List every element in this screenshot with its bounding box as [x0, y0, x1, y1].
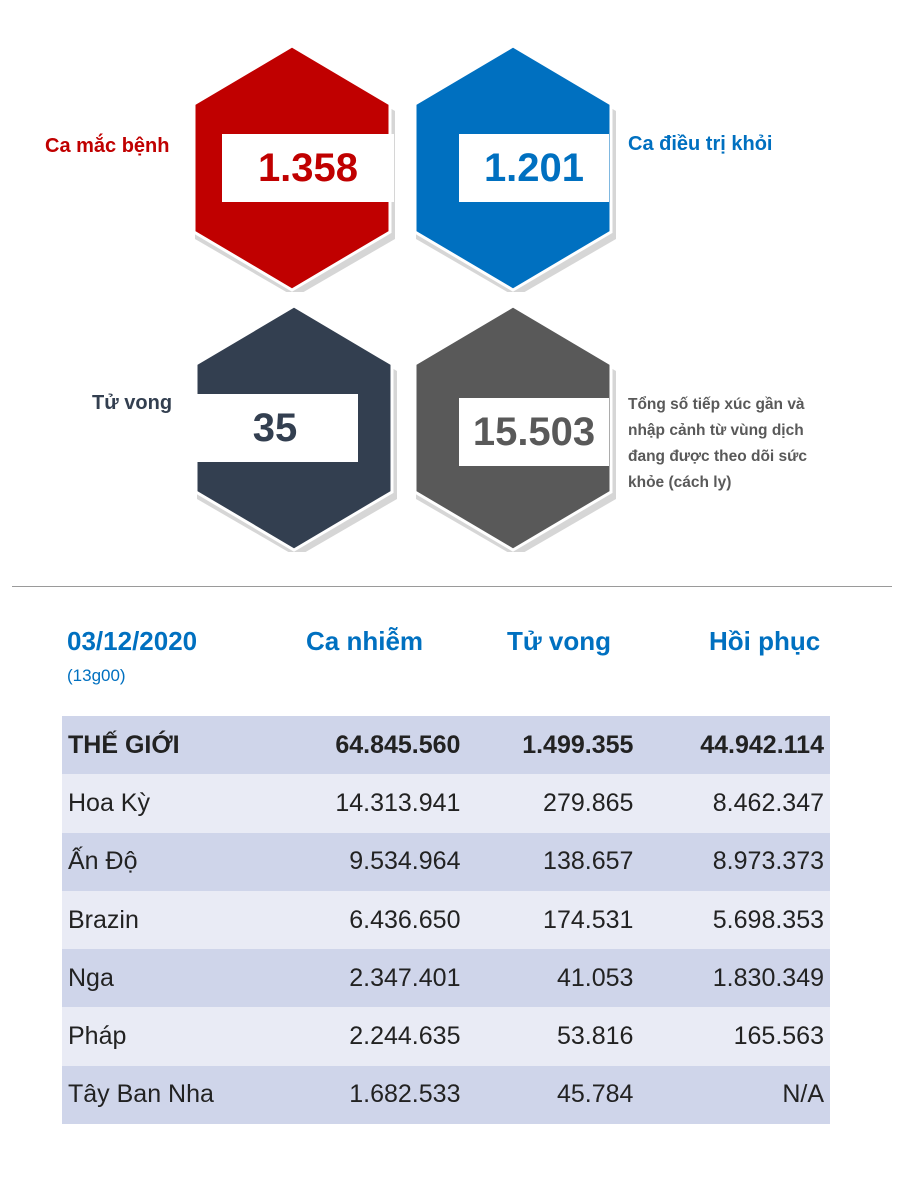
- infections-value: 9.534.964: [349, 847, 461, 876]
- country-name: Pháp: [68, 1022, 127, 1051]
- cases-hexagon: [192, 42, 402, 292]
- header-infections: Ca nhiễm: [306, 626, 424, 656]
- stats-table: [62, 716, 830, 1124]
- table-row: [62, 949, 830, 1007]
- country-name: Tây Ban Nha: [68, 1080, 214, 1109]
- quarantine-value: 15.503: [459, 398, 609, 466]
- table-row: [62, 1066, 830, 1124]
- header-recovered: Hồi phục: [709, 626, 821, 656]
- deaths-value: 174.531: [543, 905, 634, 934]
- section-divider: [12, 586, 892, 587]
- country-name: Brazin: [68, 905, 139, 934]
- country-name: Hoa Kỳ: [68, 788, 150, 817]
- country-name: Nga: [68, 963, 114, 992]
- infections-value: 2.244.635: [349, 1022, 461, 1051]
- deaths-value: 41.053: [556, 963, 634, 992]
- recovered-value: 8.973.373: [712, 847, 824, 876]
- header-deaths: Tử vong: [507, 626, 612, 656]
- cases-value: 1.358: [222, 134, 394, 202]
- quarantine-label: Tổng số tiếp xúc gần và nhập cảnh từ vùng dịch đang được theo dõi sức khỏe (cách ly): [628, 396, 808, 491]
- recovered-hexagon: [413, 42, 623, 292]
- deaths-label: Tử vong: [92, 392, 173, 414]
- deaths-value: 45.784: [556, 1080, 634, 1109]
- recovered-value: 1.830.349: [712, 963, 824, 992]
- recovered-value: 5.698.353: [712, 905, 824, 934]
- deaths-hexagon: [194, 302, 404, 552]
- deaths-value: 35: [192, 394, 358, 462]
- deaths-value: 279.865: [543, 788, 634, 817]
- infections-value: 14.313.941: [335, 788, 461, 817]
- country-name: Ấn Độ: [68, 847, 138, 876]
- table-time: (13g00): [67, 666, 126, 685]
- table-date: 03/12/2020: [67, 626, 198, 656]
- recovered-value: 165.563: [733, 1022, 824, 1051]
- recovered-value: N/A: [782, 1080, 824, 1109]
- infections-value: 1.682.533: [349, 1080, 461, 1109]
- recovered-value: 1.201: [459, 134, 609, 202]
- table-row: [62, 774, 830, 832]
- quarantine-hexagon: [413, 302, 623, 552]
- recovered-value: 8.462.347: [712, 788, 824, 817]
- deaths-value: 138.657: [543, 847, 634, 876]
- country-name: THẾ GIỚI: [68, 730, 180, 759]
- table-row: [62, 1007, 830, 1065]
- infections-value: 6.436.650: [349, 905, 461, 934]
- recovered-label: Ca điều trị khỏi: [628, 133, 773, 155]
- deaths-value: 53.816: [556, 1022, 634, 1051]
- deaths-value: 1.499.355: [522, 730, 634, 759]
- cases-label: Ca mắc bệnh: [45, 135, 170, 157]
- infections-value: 2.347.401: [349, 963, 461, 992]
- table-row: [62, 833, 830, 891]
- table-row: [62, 891, 830, 949]
- recovered-value: 44.942.114: [700, 730, 824, 759]
- table-row-world: [62, 716, 830, 774]
- infections-value: 64.845.560: [335, 730, 461, 759]
